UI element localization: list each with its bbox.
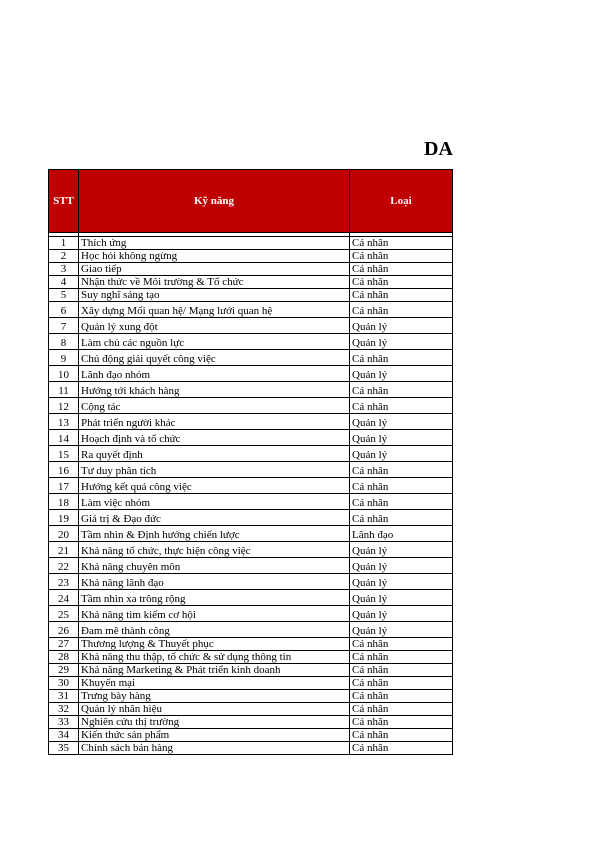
skills-table <box>48 169 453 755</box>
table-row <box>49 542 453 558</box>
cell-stt: 17 <box>49 478 79 494</box>
table-row <box>49 318 453 334</box>
table-row <box>49 716 453 729</box>
cell-type: Cá nhân <box>350 494 453 510</box>
cell-skill: Nhận thức về Môi trường & Tổ chức <box>79 276 350 289</box>
table-row <box>49 622 453 638</box>
cell-stt: 25 <box>49 606 79 622</box>
cell-type: Quản lý <box>350 414 453 430</box>
cell-skill: Khả năng thu thập, tổ chức & sử dụng thông tin <box>79 651 350 664</box>
cell-type: Quản lý <box>350 542 453 558</box>
cell-skill: Khuyến mại <box>79 677 350 690</box>
table-row <box>49 366 453 382</box>
table-row <box>49 638 453 651</box>
table-row <box>49 289 453 302</box>
cell-type: Cá nhân <box>350 510 453 526</box>
cell-skill: Ra quyết định <box>79 446 350 462</box>
cell-skill: Hoạch định và tổ chức <box>79 430 350 446</box>
cell-stt: 35 <box>49 742 79 755</box>
table-row <box>49 574 453 590</box>
cell-type: Cá nhân <box>350 729 453 742</box>
cell-skill: Cộng tác <box>79 398 350 414</box>
cell-type: Cá nhân <box>350 398 453 414</box>
cell-skill: Hướng kết quả công việc <box>79 478 350 494</box>
cell-type: Cá nhân <box>350 237 453 250</box>
cell-skill: Suy nghĩ sáng tạo <box>79 289 350 302</box>
cell-type: Quản lý <box>350 446 453 462</box>
cell-skill: Tầm nhìn & Định hướng chiến lược <box>79 526 350 542</box>
cell-type: Cá nhân <box>350 462 453 478</box>
table-row <box>49 729 453 742</box>
cell-skill: Khả năng lãnh đạo <box>79 574 350 590</box>
cell-stt: 27 <box>49 638 79 651</box>
cell-type: Cá nhân <box>350 350 453 366</box>
header-type: Loại <box>350 170 453 233</box>
cell-stt: 6 <box>49 302 79 318</box>
cell-skill: Khả năng tổ chức, thực hiện công việc <box>79 542 350 558</box>
table-row <box>49 703 453 716</box>
cell-stt: 28 <box>49 651 79 664</box>
cell-type: Quản lý <box>350 622 453 638</box>
cell-stt: 20 <box>49 526 79 542</box>
cell-skill: Hướng tới khách hàng <box>79 382 350 398</box>
cell-skill: Học hỏi không ngừng <box>79 250 350 263</box>
cell-stt: 22 <box>49 558 79 574</box>
cell-skill: Quản lý nhãn hiệu <box>79 703 350 716</box>
header-stt: STT <box>49 170 79 233</box>
cell-skill: Phát triển người khác <box>79 414 350 430</box>
cell-type: Cá nhân <box>350 690 453 703</box>
cell-skill: Chính sách bán hàng <box>79 742 350 755</box>
cell-type: Cá nhân <box>350 703 453 716</box>
header-row <box>49 170 453 233</box>
cell-type: Cá nhân <box>350 742 453 755</box>
table-row <box>49 526 453 542</box>
cell-stt: 18 <box>49 494 79 510</box>
table-row <box>49 690 453 703</box>
cell-stt: 8 <box>49 334 79 350</box>
cell-skill: Chủ động giải quyết công việc <box>79 350 350 366</box>
table-row <box>49 398 453 414</box>
cell-type: Cá nhân <box>350 289 453 302</box>
cell-stt: 2 <box>49 250 79 263</box>
cell-stt: 21 <box>49 542 79 558</box>
cell-skill: Xây dựng Mối quan hệ/ Mạng lưới quan hệ <box>79 302 350 318</box>
table-row <box>49 237 453 250</box>
table-row <box>49 350 453 366</box>
cell-stt: 16 <box>49 462 79 478</box>
table-row <box>49 302 453 318</box>
cell-type: Quản lý <box>350 318 453 334</box>
cell-stt: 4 <box>49 276 79 289</box>
cell-stt: 30 <box>49 677 79 690</box>
cell-skill: Thích ứng <box>79 237 350 250</box>
cell-type: Quản lý <box>350 574 453 590</box>
cell-stt: 7 <box>49 318 79 334</box>
cell-skill: Khả năng chuyên môn <box>79 558 350 574</box>
cell-skill: Kiến thức sản phẩm <box>79 729 350 742</box>
cell-skill: Trưng bày hàng <box>79 690 350 703</box>
table-row <box>49 664 453 677</box>
cell-stt: 1 <box>49 237 79 250</box>
cell-skill: Giao tiếp <box>79 263 350 276</box>
cell-type: Quản lý <box>350 430 453 446</box>
cell-stt: 9 <box>49 350 79 366</box>
table-row <box>49 510 453 526</box>
cell-stt: 12 <box>49 398 79 414</box>
cell-stt: 26 <box>49 622 79 638</box>
cell-type: Quản lý <box>350 334 453 350</box>
table-row <box>49 276 453 289</box>
cell-type: Cá nhân <box>350 638 453 651</box>
cell-stt: 33 <box>49 716 79 729</box>
cell-type: Cá nhân <box>350 716 453 729</box>
header-skill: Kỹ năng <box>79 170 350 233</box>
table-row <box>49 334 453 350</box>
cell-stt: 24 <box>49 590 79 606</box>
cell-stt: 3 <box>49 263 79 276</box>
cell-stt: 34 <box>49 729 79 742</box>
table-row <box>49 414 453 430</box>
cell-stt: 29 <box>49 664 79 677</box>
cell-type: Cá nhân <box>350 250 453 263</box>
table-row <box>49 606 453 622</box>
table-row <box>49 590 453 606</box>
cell-type: Cá nhân <box>350 302 453 318</box>
cell-type: Cá nhân <box>350 478 453 494</box>
cell-skill: Nghiên cứu thị trường <box>79 716 350 729</box>
cell-skill: Làm chủ các nguồn lực <box>79 334 350 350</box>
cell-type: Cá nhân <box>350 382 453 398</box>
cell-type: Cá nhân <box>350 276 453 289</box>
cell-stt: 13 <box>49 414 79 430</box>
cell-type: Cá nhân <box>350 263 453 276</box>
cell-skill: Đam mê thành công <box>79 622 350 638</box>
table-row <box>49 478 453 494</box>
cell-skill: Khả năng tìm kiếm cơ hội <box>79 606 350 622</box>
cell-skill: Quản lý xung đột <box>79 318 350 334</box>
table-row <box>49 462 453 478</box>
cell-type: Cá nhân <box>350 664 453 677</box>
table-row <box>49 677 453 690</box>
cell-stt: 10 <box>49 366 79 382</box>
cell-type: Quản lý <box>350 366 453 382</box>
cell-stt: 5 <box>49 289 79 302</box>
cell-stt: 14 <box>49 430 79 446</box>
cell-type: Quản lý <box>350 590 453 606</box>
cell-stt: 11 <box>49 382 79 398</box>
table-row <box>49 558 453 574</box>
cell-type: Quản lý <box>350 606 453 622</box>
table-row <box>49 430 453 446</box>
cell-skill: Tư duy phân tích <box>79 462 350 478</box>
cell-skill: Thương lượng & Thuyết phục <box>79 638 350 651</box>
table-row <box>49 446 453 462</box>
cell-skill: Tầm nhìn xa trông rộng <box>79 590 350 606</box>
table-row <box>49 382 453 398</box>
cell-stt: 23 <box>49 574 79 590</box>
table-row <box>49 494 453 510</box>
cell-type: Cá nhân <box>350 651 453 664</box>
cell-skill: Giá trị & Đạo đức <box>79 510 350 526</box>
cell-stt: 19 <box>49 510 79 526</box>
cell-stt: 32 <box>49 703 79 716</box>
cell-type: Cá nhân <box>350 677 453 690</box>
table-row <box>49 250 453 263</box>
cell-stt: 15 <box>49 446 79 462</box>
page-title: DA <box>424 138 453 160</box>
cell-type: Lãnh đạo <box>350 526 453 542</box>
table-row <box>49 263 453 276</box>
cell-skill: Làm việc nhóm <box>79 494 350 510</box>
table-row <box>49 742 453 755</box>
cell-type: Quản lý <box>350 558 453 574</box>
table-row <box>49 651 453 664</box>
cell-skill: Lãnh đạo nhóm <box>79 366 350 382</box>
cell-skill: Khả năng Marketing & Phát triển kinh doanh <box>79 664 350 677</box>
cell-stt: 31 <box>49 690 79 703</box>
